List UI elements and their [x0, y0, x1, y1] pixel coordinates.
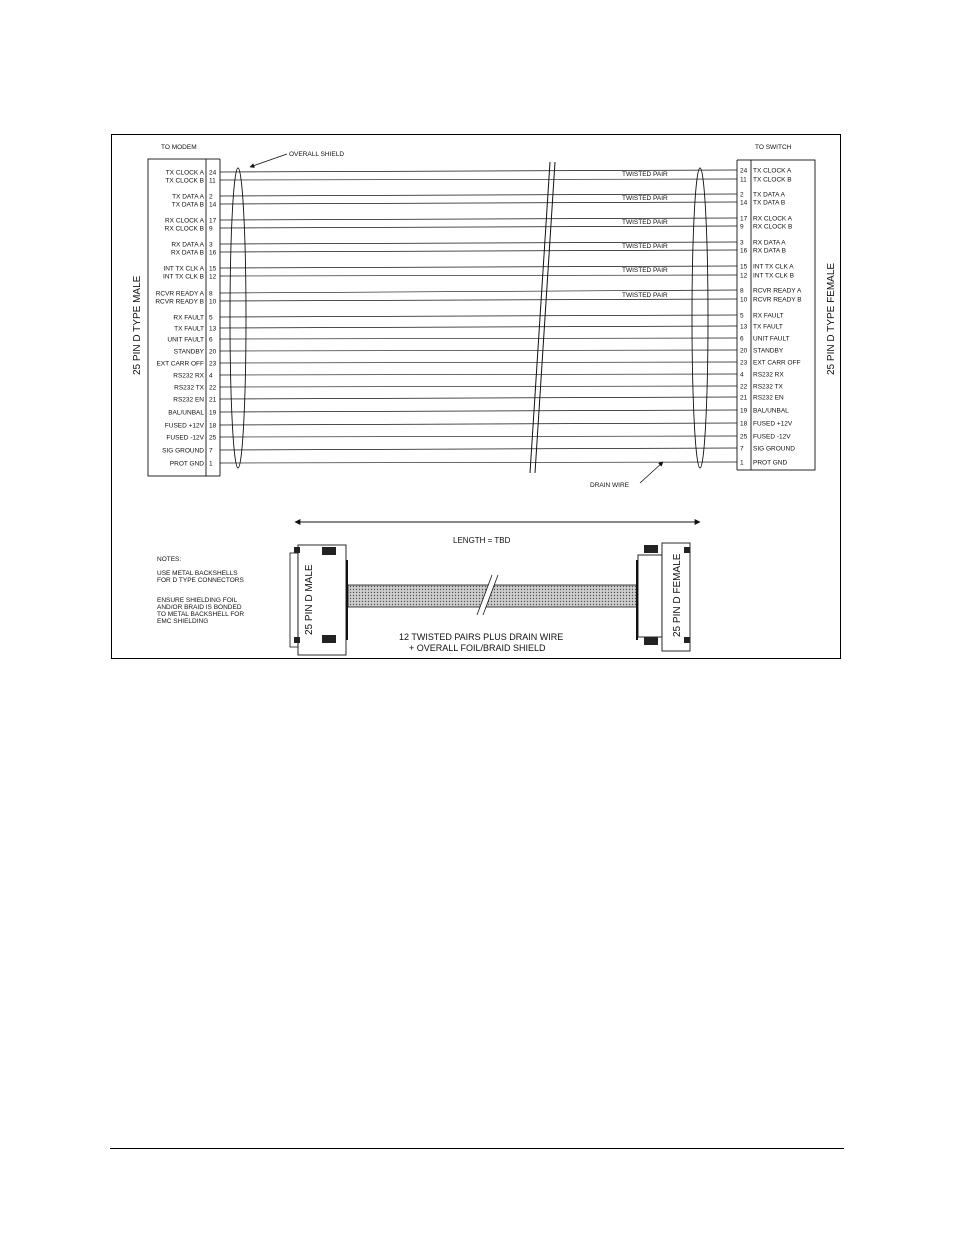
- right-pin-label: TX CLOCK B: [753, 176, 792, 184]
- right-pin-label: UNIT FAULT: [753, 335, 790, 343]
- right-pin-number: 3: [740, 239, 744, 247]
- left-pin-number: 11: [209, 177, 216, 185]
- right-pin-label: INT TX CLK A: [753, 263, 794, 271]
- right-pin-number: 21: [740, 394, 748, 402]
- right-pin-number: 14: [740, 199, 748, 207]
- left-pin-label: TX DATA A: [172, 193, 204, 201]
- left-pin-number: 23: [209, 360, 217, 368]
- wire-21: [220, 410, 737, 412]
- left-pin-number: 21: [209, 396, 217, 404]
- cable-break-line-left: [530, 162, 550, 473]
- left-pin-number: 7: [209, 447, 213, 455]
- right-pin-number: 11: [740, 176, 747, 184]
- cable-break-line-right: [535, 162, 555, 473]
- left-pin-label: FUSED -12V: [166, 434, 204, 442]
- left-pin-number: 5: [209, 314, 213, 322]
- right-pin-number: 23: [740, 359, 748, 367]
- left-pin-label: RX DATA B: [171, 249, 204, 257]
- right-pin-number: 7: [740, 445, 744, 453]
- left-pin-number: 15: [209, 265, 217, 273]
- right-pin-number: 13: [740, 323, 748, 331]
- wire-22: [220, 423, 737, 425]
- left-pin-label: RX CLOCK B: [164, 225, 204, 233]
- note1-line2: FOR D TYPE CONNECTORS: [157, 577, 244, 584]
- right-pin-label: FUSED +12V: [753, 420, 793, 428]
- right-pin-number: 4: [740, 371, 744, 379]
- wire-10: [220, 275, 737, 276]
- wire-20: [220, 397, 737, 399]
- left-shield-ellipse: [230, 168, 246, 468]
- twisted-pair-label: TWISTED PAIR: [622, 171, 668, 178]
- right-pin-label: RX CLOCK B: [753, 223, 793, 231]
- right-pin-number: 15: [740, 263, 748, 271]
- right-pin-label: INT TX CLK B: [753, 272, 794, 280]
- right-pin-label: RCVR READY B: [753, 296, 802, 304]
- left-pin-number: 6: [209, 336, 213, 344]
- note2-line4: EMC SHIELDING: [157, 618, 209, 625]
- left-pin-label: RS232 RX: [173, 372, 204, 380]
- twisted-pair-label: TWISTED PAIR: [622, 292, 668, 299]
- wire-23: [220, 436, 737, 437]
- left-pin-number: 14: [209, 201, 217, 209]
- right-pin-label: TX DATA A: [753, 191, 785, 199]
- drain-wire-pointer: [640, 462, 663, 483]
- right-pin-label: BAL/UNBAL: [753, 407, 789, 415]
- wire-17: [220, 362, 737, 363]
- wiring-diagram: [112, 135, 842, 660]
- right-pin-number: 12: [740, 272, 748, 280]
- left-pin-label: BAL/UNBAL: [168, 409, 204, 417]
- right-pin-label: RX CLOCK A: [753, 215, 793, 223]
- cable-caption-line2: + OVERALL FOIL/BRAID SHIELD: [409, 643, 546, 653]
- note2-line1: ENSURE SHIELDING FOIL: [157, 597, 238, 604]
- to-modem-label: TO MODEM: [161, 144, 197, 151]
- wire-14: [220, 326, 737, 328]
- left-pin-label: SIG GROUND: [162, 447, 204, 455]
- left-pin-number: 24: [209, 169, 217, 177]
- left-pin-number: 2: [209, 193, 213, 201]
- wire-18: [220, 374, 737, 375]
- to-switch-label: TO SWITCH: [755, 144, 792, 151]
- right-pin-label: RX FAULT: [753, 312, 784, 320]
- right-connector-title: 25 PIN D TYPE FEMALE: [826, 262, 837, 375]
- left-pin-label: RX CLOCK A: [164, 217, 204, 225]
- right-pin-label: RS232 RX: [753, 371, 784, 379]
- left-pin-label: INT TX CLK A: [163, 265, 204, 273]
- cable-caption-line1: 12 TWISTED PAIRS PLUS DRAIN WIRE: [399, 632, 564, 642]
- note1-line1: USE METAL BACKSHELLS: [157, 570, 238, 577]
- left-pin-label: RCVR READY B: [155, 298, 204, 306]
- right-pin-number: 24: [740, 167, 748, 175]
- wire-19: [220, 386, 737, 387]
- left-pin-number: 22: [209, 384, 217, 392]
- left-pin-label: RS232 EN: [173, 396, 204, 404]
- left-pin-number: 19: [209, 409, 217, 417]
- right-pin-label: STANDBY: [753, 347, 784, 355]
- left-pin-label: TX FAULT: [174, 325, 204, 333]
- left-pin-label: STANDBY: [173, 348, 204, 356]
- right-pin-label: RCVR READY A: [753, 287, 802, 295]
- left-pin-labels: [155, 170, 216, 468]
- left-pin-number: 3: [209, 241, 213, 249]
- cable-left-connector-label: 25 PIN D MALE: [304, 564, 315, 635]
- left-pin-label: TX DATA B: [171, 201, 204, 209]
- twisted-pair-labels: [622, 171, 668, 299]
- right-pin-label: SIG GROUND: [753, 445, 795, 453]
- right-pin-number: 8: [740, 287, 744, 295]
- wire-24: [220, 448, 737, 450]
- wire-8: [220, 250, 737, 252]
- length-label: LENGTH = TBD: [453, 536, 511, 545]
- left-pin-number: 13: [209, 325, 217, 333]
- cable-right-connector-label: 25 PIN D FEMALE: [672, 553, 683, 637]
- footer-rule: [110, 1148, 844, 1149]
- left-pin-label: RCVR READY A: [155, 290, 204, 298]
- wire-6: [220, 226, 737, 228]
- left-pin-number: 9: [209, 225, 213, 233]
- left-pin-label: RX FAULT: [173, 314, 204, 322]
- left-pin-number: 12: [209, 273, 217, 281]
- left-pin-number: 4: [209, 372, 213, 380]
- left-pin-number: 20: [209, 348, 217, 356]
- right-pin-number: 2: [740, 191, 744, 199]
- left-pin-label: TX CLOCK B: [165, 177, 204, 185]
- right-pin-number: 6: [740, 335, 744, 343]
- left-pin-number: 8: [209, 290, 213, 298]
- wire-16: [220, 350, 737, 351]
- twisted-pair-label: TWISTED PAIR: [622, 219, 668, 226]
- right-pin-label: TX CLOCK A: [753, 167, 792, 175]
- right-pin-label: PROT GND: [753, 459, 788, 467]
- overall-shield-label: OVERALL SHIELD: [289, 151, 345, 158]
- right-pin-number: 10: [740, 296, 748, 304]
- right-pin-label: EXT CARR OFF: [753, 359, 801, 367]
- right-pin-number: 1: [740, 459, 744, 467]
- right-pin-label: TX DATA B: [753, 199, 786, 207]
- left-pin-number: 1: [209, 460, 213, 468]
- wire-13: [220, 315, 737, 317]
- left-pin-label: INT TX CLK B: [163, 273, 204, 281]
- left-pin-label: RX DATA A: [171, 241, 204, 249]
- notes-title: NOTES:: [157, 556, 182, 563]
- overall-shield-pointer: [250, 154, 287, 167]
- left-pin-label: RS232 TX: [174, 384, 204, 392]
- twisted-pair-label: TWISTED PAIR: [622, 267, 668, 274]
- left-pin-number: 10: [209, 298, 217, 306]
- wire-2: [220, 179, 737, 180]
- left-pin-label: EXT CARR OFF: [156, 360, 204, 368]
- left-pin-number: 25: [209, 434, 217, 442]
- right-pin-label: RS232 TX: [753, 383, 783, 391]
- right-pin-label: RX DATA A: [753, 239, 786, 247]
- right-pin-label: FUSED -12V: [753, 433, 791, 441]
- wire-15: [220, 338, 737, 339]
- left-pin-number: 18: [209, 422, 217, 430]
- right-pin-number: 9: [740, 223, 744, 231]
- left-pin-label: UNIT FAULT: [167, 336, 204, 344]
- drain-wire-label: DRAIN WIRE: [590, 482, 629, 489]
- right-pin-number: 20: [740, 347, 748, 355]
- note2-line3: TO METAL BACKSHELL FOR: [157, 611, 245, 618]
- right-pin-number: 19: [740, 407, 748, 415]
- diagram-frame: [111, 134, 841, 659]
- right-pin-label: RX DATA B: [753, 247, 786, 255]
- wire-4: [220, 202, 737, 204]
- left-pin-label: FUSED +12V: [164, 422, 204, 430]
- wires-group: [220, 170, 737, 463]
- right-pin-number: 25: [740, 433, 748, 441]
- right-pin-number: 17: [740, 215, 748, 223]
- cable-left-connector: [290, 545, 348, 655]
- right-pin-number: 22: [740, 383, 748, 391]
- right-pin-number: 18: [740, 420, 748, 428]
- right-pin-label: RS232 EN: [753, 394, 784, 402]
- left-connector-title: 25 PIN D TYPE MALE: [132, 275, 143, 375]
- right-pin-number: 5: [740, 312, 744, 320]
- left-pin-number: 17: [209, 217, 217, 225]
- right-pin-label: TX FAULT: [753, 323, 783, 331]
- twisted-pair-label: TWISTED PAIR: [622, 195, 668, 202]
- right-pin-labels: [740, 168, 802, 467]
- left-pin-label: TX CLOCK A: [165, 169, 204, 177]
- right-pin-number: 16: [740, 247, 748, 255]
- note2-line2: AND/OR BRAID IS BONDED: [157, 604, 242, 611]
- left-pin-number: 16: [209, 249, 217, 257]
- twisted-pair-label: TWISTED PAIR: [622, 243, 668, 250]
- left-pin-label: PROT GND: [169, 460, 204, 468]
- wire-25: [220, 462, 737, 463]
- wire-12: [220, 299, 737, 301]
